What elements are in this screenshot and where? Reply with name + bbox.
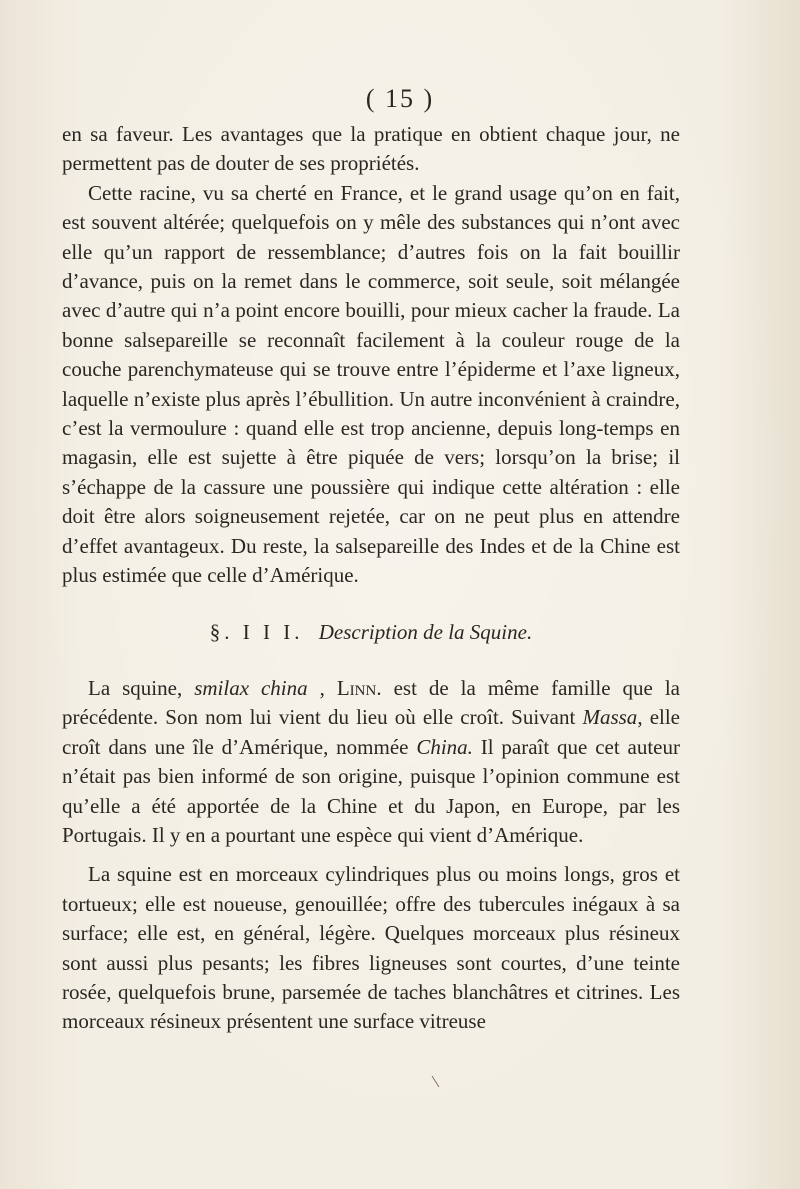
text-run: , (307, 675, 337, 700)
text-block (62, 120, 680, 1037)
paper-mark (431, 1075, 441, 1089)
author-name: Linn. (336, 675, 382, 700)
paragraph-squine-origin (62, 674, 680, 850)
section-number: §. I I I. (209, 619, 304, 644)
section-title: Description de la Squine. (318, 619, 533, 644)
paragraph-squine-description: La squine est en morceaux cylindriques plus ou moins longs, gros et tortueux; elle est noueuse, genouillée; offre des tubercules inégaux à sa surface; elle est, en général, légère. Quelques morceaux plus résineux sont aussi plus pesants; les fibres ligneuses sont courtes, d’une teinte rosée, quelquefois brune, parsemée de taches blanchâtres et citrines. Les morceaux résineux présentent une surface vitreuse (62, 862, 680, 1034)
text-run: , elle croît dans une île d’Amérique, nommée (62, 705, 681, 759)
paragraph-continuation: en sa faveur. Les avantages que la pratique en obtient chaque jour, ne permettent pas de douter de ses propriétés. (62, 122, 680, 176)
paragraph-adulteration: Cette racine, vu sa cherté en France, et le grand usage qu’on en fait, est souvent altérée; quelquefois on y mêle des substances qui n’ont avec elle qu’un rapport de ressemblance; d’autres fois on la fait bouillir d’avance, puis on la remet dans le commerce, soit seule, soit mélangée avec d’autre qui n’a point encore bouilli, pour mieux cacher la fraude. La bonne salsepareille se reconnaît facilement à la couleur rouge de la couche parenchymateuse qui se trouve entre l’épiderme et l’axe ligneux, laquelle n’existe plus après l’ébullition. Un autre inconvénient à craindre, c’est la vermoulure : quand elle est trop ancienne, depuis long-temps en magasin, elle est sujette à être piquée de vers; lorsqu’on la brise; il s’échappe de la cassure une poussière qui indique cette altération : elle doit être alors soigneusement rejetée, car on ne peut plus en attendre d’effet avantageux. Du reste, la salsepareille des Indes et de la Chine est plus estimée que celle d’Amérique. (62, 180, 680, 588)
author-massa: Massa (582, 705, 638, 730)
place-china: China. (416, 734, 473, 759)
section-heading (62, 618, 680, 647)
latin-name: smilax china (194, 675, 308, 700)
page-number: ( 15 ) (365, 84, 435, 113)
text-run: est de la même famille que la précédente. Son nom lui vient du lieu où elle croît. Suivant (62, 675, 680, 730)
text-run: Il paraît que cet auteur n’était pas bien informé de son origine, puisque l’opinion commune est qu’elle a été apportée de la Chine et du Japon, en Europe, par les Portugais. Il y en a pourtant une espèce qui vient d’Amérique. (62, 734, 680, 847)
text-run: La squine, (88, 675, 195, 700)
